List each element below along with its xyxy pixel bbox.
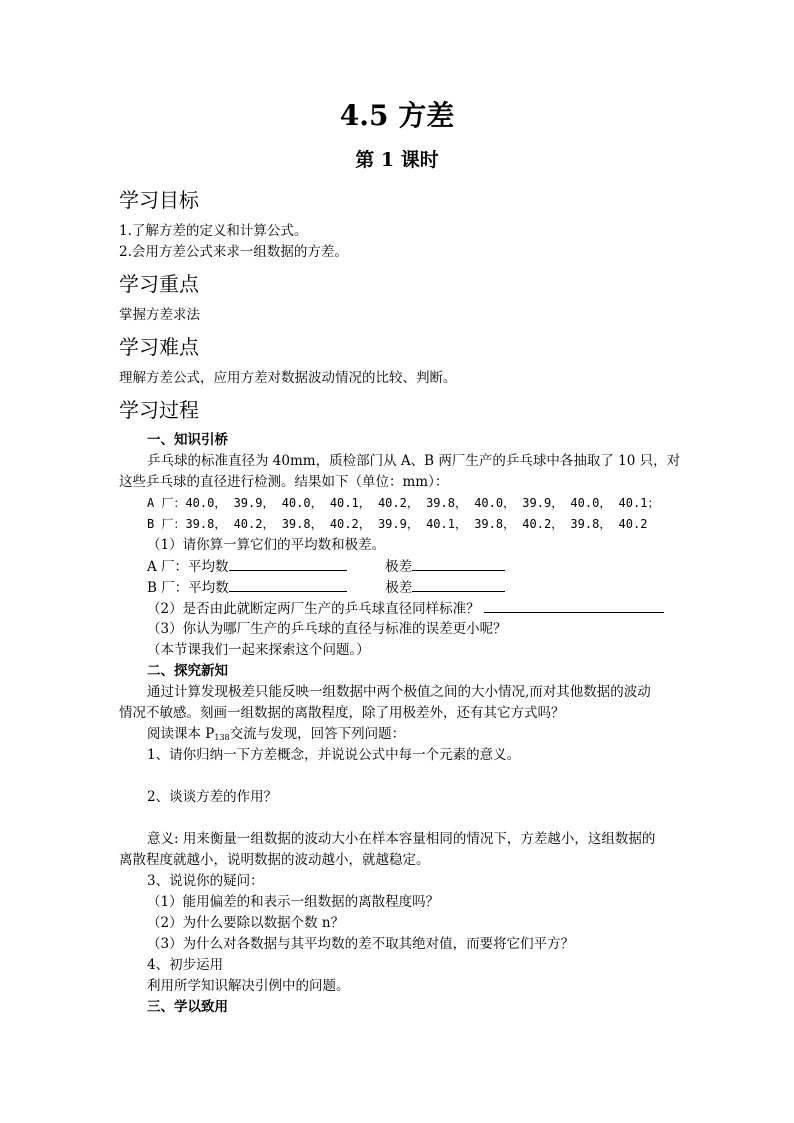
factory-a-data: A 厂：40.0， 39.9， 40.0， 40.1， 40.2， 39.8， 40.0， 39.9， 40.0， 40.1；	[147, 496, 660, 510]
goal-item-1: 1.了解方差的定义和计算公式。	[119, 223, 308, 239]
factory-b-mean-blank[interactable]	[229, 577, 347, 592]
doubt-question-2: （2）为什么要除以数据个数 n？	[147, 915, 345, 931]
section-1-note: （本节课我们一起来探索这个问题。）	[147, 642, 370, 658]
section-2-item-1: 1、请你归纳一下方差概念，并说说公式中每一个元素的意义。	[147, 747, 521, 763]
factory-a-range-blank[interactable]	[412, 556, 505, 571]
section-2-para-line-2: 情况不敏感。刻画一组数据的离散程度，除了用极差外，还有其它方式吗？	[119, 705, 565, 721]
section-2-title: 二、探究新知	[147, 663, 228, 679]
question-3: （3）你认为哪厂生产的乒乓球的直径与标准的误差更小呢？	[147, 621, 507, 637]
section-1-intro-line-1: 乒乓球的标准直径为 40mm，质检部门从 A、B 两厂生产的乒乓球中各抽取了 10 只，对	[147, 453, 681, 469]
section-3-title: 三、学以致用	[147, 999, 228, 1015]
reading-suffix: 交流与发现，回答下列问题：	[229, 726, 406, 742]
factory-a-range-label: 极差	[385, 559, 413, 575]
question-2-blank[interactable]	[484, 598, 664, 613]
question-2: （2）是否由此就断定两厂生产的乒乓球直径同样标准？	[147, 601, 480, 617]
goal-item-2: 2.会用方差公式来求一组数据的方差。	[119, 244, 348, 260]
difficulties-heading: 学习难点	[119, 335, 199, 359]
reading-page-number: 138	[214, 733, 230, 742]
section-1-title: 一、知识引桥	[147, 432, 228, 448]
page-subtitle: 第 1 课时	[355, 149, 439, 171]
key-points-heading: 学习重点	[119, 272, 199, 296]
section-1-intro-line-2: 这些乒乓球的直径进行检测。结果如下（单位：mm）：	[119, 474, 449, 490]
factory-a-mean-blank[interactable]	[229, 556, 347, 571]
factory-a-mean-label: A 厂：平均数	[147, 559, 229, 575]
doubt-question-1: （1）能用偏差的和表示一组数据的离散程度吗？	[147, 894, 440, 910]
factory-b-data: B 厂：39.8， 40.2， 39.8， 40.2， 39.9， 40.1， 39.8， 40.2， 39.8， 40.2	[147, 517, 648, 531]
meaning-line-1: 意义: 用来衡量一组数据的波动大小在样本容量相同的情况下，方差越小，这组数据的	[147, 831, 656, 847]
factory-b-range-label: 极差	[385, 580, 413, 596]
process-heading: 学习过程	[119, 398, 199, 422]
section-2-item-3: 3、说说你的疑问：	[147, 873, 264, 889]
factory-b-answer-row	[147, 577, 505, 598]
reading-prefix: 阅读课本 P	[147, 726, 215, 742]
section-2-item-4: 4、初步运用	[147, 957, 224, 973]
section-2-item-4-text: 利用所学知识解决引例中的问题。	[147, 978, 350, 994]
factory-b-range-blank[interactable]	[412, 577, 505, 592]
factory-b-mean-label: B 厂：平均数	[147, 580, 229, 596]
doubt-question-3: （3）为什么对各数据与其平均数的差不取其绝对值，而要将它们平方？	[147, 936, 575, 952]
section-2-item-2: 2、谈谈方差的作用？	[147, 789, 278, 805]
factory-a-answer-row	[147, 556, 505, 577]
difficulties-text: 理解方差公式，应用方差对数据波动情况的比较、判断。	[119, 370, 457, 386]
meaning-line-2: 离散程度就越小，说明数据的波动越小，就越稳定。	[119, 852, 430, 868]
question-2-row	[147, 598, 664, 619]
goals-heading: 学习目标	[119, 188, 199, 212]
question-1: （1）请你算一算它们的平均数和极差。	[147, 537, 386, 553]
page-title: 4.5 方差	[339, 99, 455, 132]
section-2-para-line-1: 通过计算发现极差只能反映一组数据中两个极值之间的大小情况,而对其他数据的波动	[147, 684, 651, 700]
key-points-text: 掌握方差求法	[119, 307, 200, 323]
